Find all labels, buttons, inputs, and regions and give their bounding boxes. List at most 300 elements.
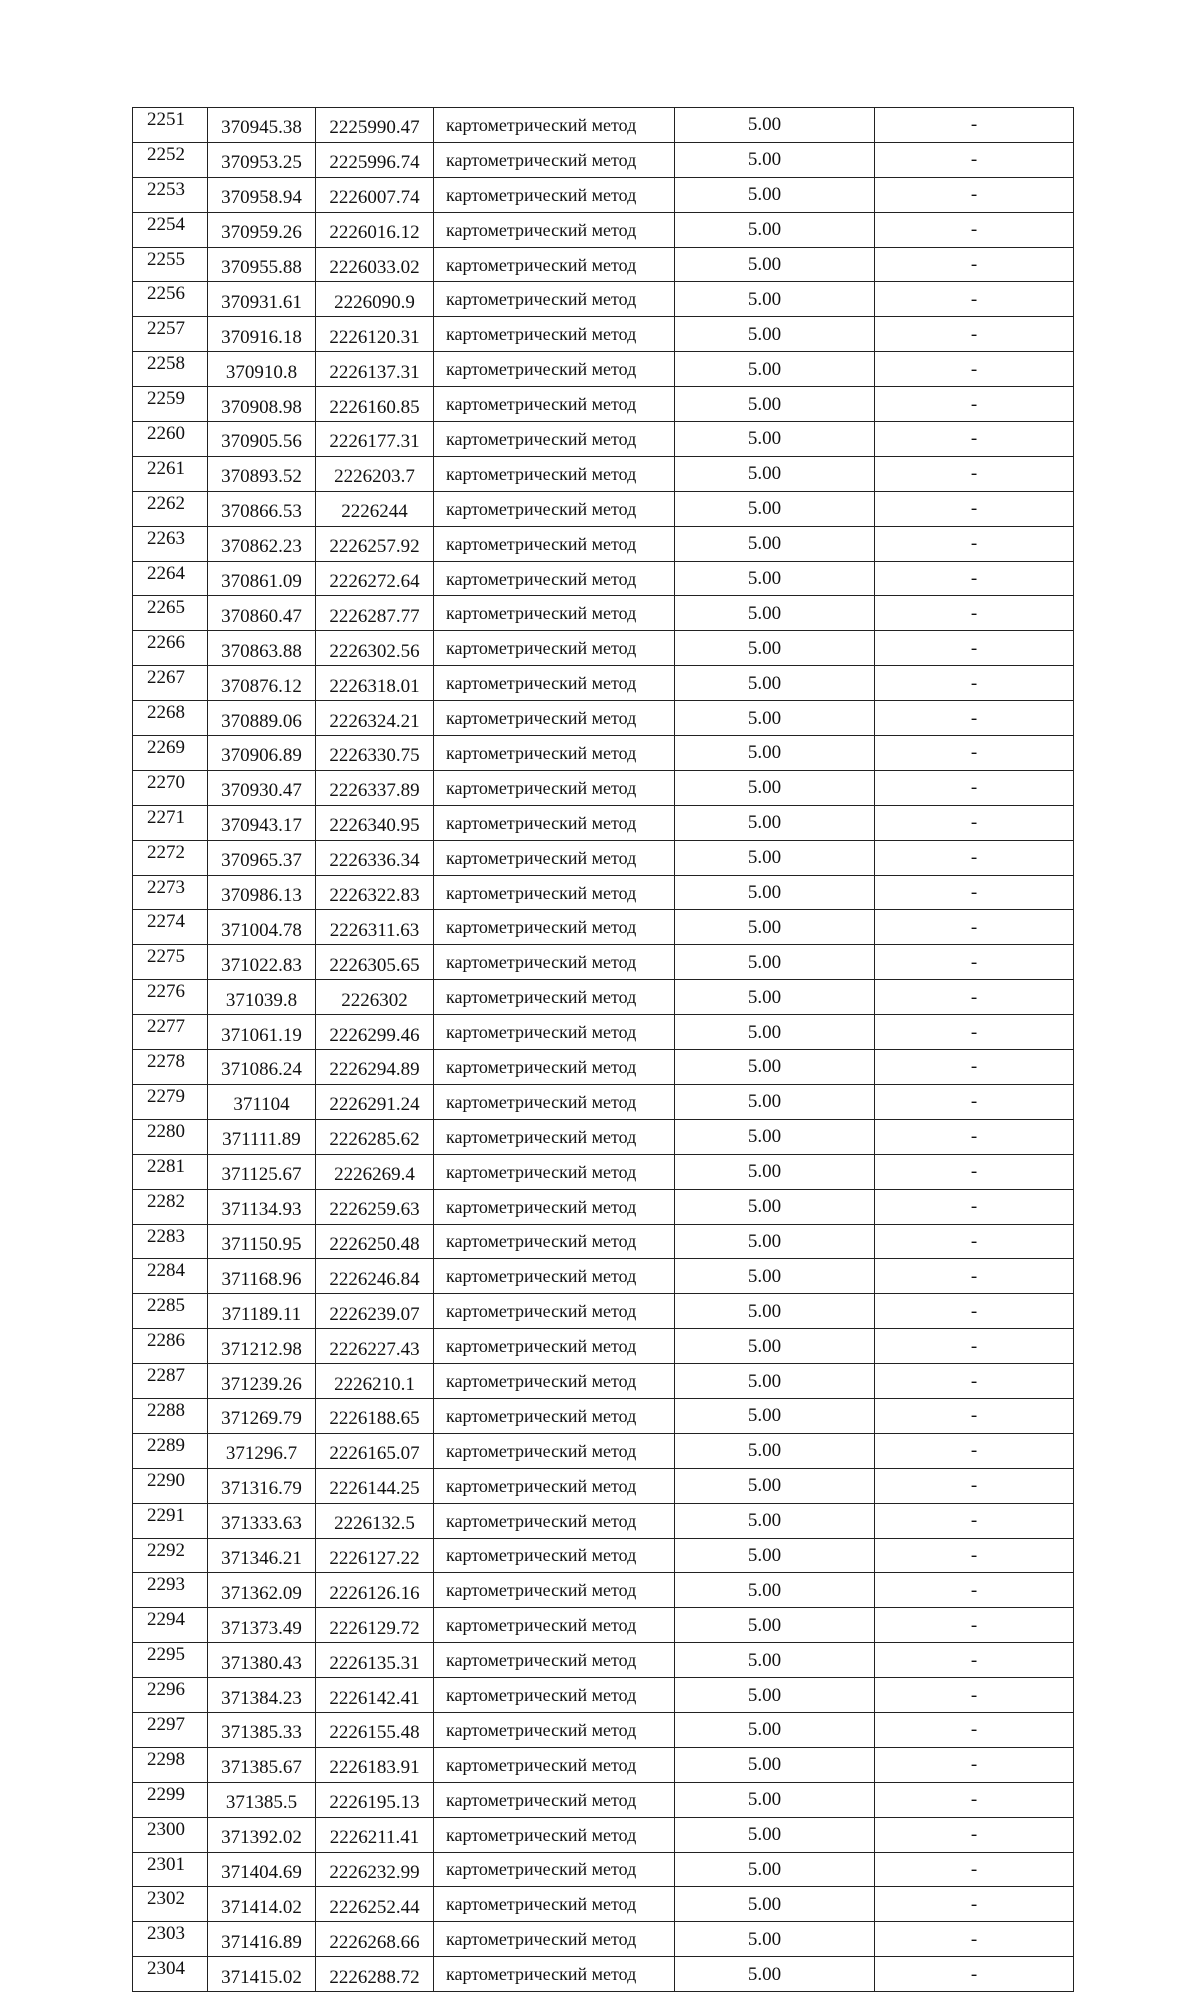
note-cell: -	[875, 1189, 1074, 1224]
point-number-cell: 2281	[133, 1154, 208, 1189]
table-row	[133, 1957, 1074, 1992]
x-coordinate-cell: 370863.88	[208, 631, 316, 666]
method-cell: картометрический метод	[434, 1015, 675, 1050]
y-coordinate-cell: 2226336.34	[316, 840, 434, 875]
accuracy-cell: 5.00	[675, 352, 875, 387]
note-cell: -	[875, 1259, 1074, 1294]
y-coordinate-cell: 2226210.1	[316, 1364, 434, 1399]
x-coordinate-cell: 370889.06	[208, 701, 316, 736]
point-number-cell: 2292	[133, 1538, 208, 1573]
table-row	[133, 317, 1074, 352]
accuracy-cell: 5.00	[675, 1747, 875, 1782]
table-row	[133, 1678, 1074, 1713]
table-row	[133, 1329, 1074, 1364]
y-coordinate-cell: 2226288.72	[316, 1957, 434, 1992]
x-coordinate-cell: 370958.94	[208, 177, 316, 212]
note-cell: -	[875, 805, 1074, 840]
y-coordinate-cell: 2226291.24	[316, 1084, 434, 1119]
y-coordinate-cell: 2226132.5	[316, 1503, 434, 1538]
x-coordinate-cell: 370910.8	[208, 352, 316, 387]
note-cell: -	[875, 1957, 1074, 1992]
table-row	[133, 666, 1074, 701]
x-coordinate-cell: 371316.79	[208, 1468, 316, 1503]
method-cell: картометрический метод	[434, 177, 675, 212]
method-cell: картометрический метод	[434, 1747, 675, 1782]
point-number-cell: 2279	[133, 1084, 208, 1119]
method-cell: картометрический метод	[434, 840, 675, 875]
method-cell: картометрический метод	[434, 456, 675, 491]
accuracy-cell: 5.00	[675, 1329, 875, 1364]
note-cell: -	[875, 1398, 1074, 1433]
note-cell: -	[875, 456, 1074, 491]
note-cell: -	[875, 631, 1074, 666]
table-row	[133, 1364, 1074, 1399]
table-row	[133, 596, 1074, 631]
point-number-cell: 2301	[133, 1852, 208, 1887]
table-row	[133, 1468, 1074, 1503]
note-cell: -	[875, 840, 1074, 875]
accuracy-cell: 5.00	[675, 1050, 875, 1085]
table-row	[133, 1887, 1074, 1922]
x-coordinate-cell: 370965.37	[208, 840, 316, 875]
accuracy-cell: 5.00	[675, 1643, 875, 1678]
accuracy-cell: 5.00	[675, 736, 875, 771]
y-coordinate-cell: 2226294.89	[316, 1050, 434, 1085]
accuracy-cell: 5.00	[675, 805, 875, 840]
accuracy-cell: 5.00	[675, 1398, 875, 1433]
point-number-cell: 2277	[133, 1015, 208, 1050]
table-row	[133, 1398, 1074, 1433]
point-number-cell: 2304	[133, 1957, 208, 1992]
note-cell: -	[875, 352, 1074, 387]
point-number-cell: 2287	[133, 1364, 208, 1399]
method-cell: картометрический метод	[434, 317, 675, 352]
x-coordinate-cell: 370943.17	[208, 805, 316, 840]
point-number-cell: 2294	[133, 1608, 208, 1643]
point-number-cell: 2282	[133, 1189, 208, 1224]
x-coordinate-cell: 370893.52	[208, 456, 316, 491]
note-cell: -	[875, 770, 1074, 805]
method-cell: картометрический метод	[434, 1608, 675, 1643]
point-number-cell: 2293	[133, 1573, 208, 1608]
table-row	[133, 805, 1074, 840]
accuracy-cell: 5.00	[675, 1294, 875, 1329]
point-number-cell: 2280	[133, 1119, 208, 1154]
table-row	[133, 1747, 1074, 1782]
point-number-cell: 2252	[133, 142, 208, 177]
table-row	[133, 1608, 1074, 1643]
table-row	[133, 456, 1074, 491]
accuracy-cell: 5.00	[675, 910, 875, 945]
accuracy-cell: 5.00	[675, 1887, 875, 1922]
table-row	[133, 1643, 1074, 1678]
x-coordinate-cell: 370955.88	[208, 247, 316, 282]
note-cell: -	[875, 1538, 1074, 1573]
point-number-cell: 2262	[133, 491, 208, 526]
x-coordinate-cell: 371373.49	[208, 1608, 316, 1643]
x-coordinate-cell: 371004.78	[208, 910, 316, 945]
method-cell: картометрический метод	[434, 596, 675, 631]
y-coordinate-cell: 2226337.89	[316, 770, 434, 805]
method-cell: картометрический метод	[434, 1050, 675, 1085]
y-coordinate-cell: 2226268.66	[316, 1922, 434, 1957]
accuracy-cell: 5.00	[675, 108, 875, 143]
point-number-cell: 2278	[133, 1050, 208, 1085]
y-coordinate-cell: 2225990.47	[316, 108, 434, 143]
x-coordinate-cell: 371384.23	[208, 1678, 316, 1713]
point-number-cell: 2270	[133, 770, 208, 805]
accuracy-cell: 5.00	[675, 1433, 875, 1468]
note-cell: -	[875, 1154, 1074, 1189]
note-cell: -	[875, 422, 1074, 457]
method-cell: картометрический метод	[434, 108, 675, 143]
note-cell: -	[875, 1224, 1074, 1259]
point-number-cell: 2255	[133, 247, 208, 282]
table-row	[133, 910, 1074, 945]
y-coordinate-cell: 2226250.48	[316, 1224, 434, 1259]
point-number-cell: 2263	[133, 526, 208, 561]
x-coordinate-cell: 371111.89	[208, 1119, 316, 1154]
accuracy-cell: 5.00	[675, 282, 875, 317]
accuracy-cell: 5.00	[675, 247, 875, 282]
table-row	[133, 1712, 1074, 1747]
table-row	[133, 945, 1074, 980]
x-coordinate-cell: 371415.02	[208, 1957, 316, 1992]
method-cell: картометрический метод	[434, 1433, 675, 1468]
accuracy-cell: 5.00	[675, 631, 875, 666]
y-coordinate-cell: 2226135.31	[316, 1643, 434, 1678]
accuracy-cell: 5.00	[675, 1015, 875, 1050]
table-row	[133, 1503, 1074, 1538]
x-coordinate-cell: 371296.7	[208, 1433, 316, 1468]
point-number-cell: 2254	[133, 212, 208, 247]
note-cell: -	[875, 282, 1074, 317]
x-coordinate-cell: 370906.89	[208, 736, 316, 771]
y-coordinate-cell: 2226305.65	[316, 945, 434, 980]
point-number-cell: 2291	[133, 1503, 208, 1538]
note-cell: -	[875, 108, 1074, 143]
x-coordinate-cell: 370945.38	[208, 108, 316, 143]
point-number-cell: 2303	[133, 1922, 208, 1957]
method-cell: картометрический метод	[434, 1643, 675, 1678]
method-cell: картометрический метод	[434, 352, 675, 387]
note-cell: -	[875, 1015, 1074, 1050]
point-number-cell: 2276	[133, 980, 208, 1015]
x-coordinate-cell: 371404.69	[208, 1852, 316, 1887]
point-number-cell: 2286	[133, 1329, 208, 1364]
point-number-cell: 2261	[133, 456, 208, 491]
y-coordinate-cell: 2226016.12	[316, 212, 434, 247]
y-coordinate-cell: 2226160.85	[316, 387, 434, 422]
note-cell: -	[875, 1084, 1074, 1119]
y-coordinate-cell: 2226239.07	[316, 1294, 434, 1329]
method-cell: картометрический метод	[434, 142, 675, 177]
accuracy-cell: 5.00	[675, 980, 875, 1015]
method-cell: картометрический метод	[434, 1503, 675, 1538]
y-coordinate-cell: 2226244	[316, 491, 434, 526]
y-coordinate-cell: 2226311.63	[316, 910, 434, 945]
note-cell: -	[875, 1782, 1074, 1817]
accuracy-cell: 5.00	[675, 596, 875, 631]
method-cell: картометрический метод	[434, 736, 675, 771]
note-cell: -	[875, 1468, 1074, 1503]
method-cell: картометрический метод	[434, 945, 675, 980]
accuracy-cell: 5.00	[675, 1224, 875, 1259]
note-cell: -	[875, 596, 1074, 631]
x-coordinate-cell: 370876.12	[208, 666, 316, 701]
x-coordinate-cell: 371189.11	[208, 1294, 316, 1329]
note-cell: -	[875, 317, 1074, 352]
method-cell: картометрический метод	[434, 1887, 675, 1922]
y-coordinate-cell: 2226188.65	[316, 1398, 434, 1433]
table-row	[133, 1084, 1074, 1119]
accuracy-cell: 5.00	[675, 1189, 875, 1224]
method-cell: картометрический метод	[434, 1957, 675, 1992]
method-cell: картометрический метод	[434, 1294, 675, 1329]
x-coordinate-cell: 371086.24	[208, 1050, 316, 1085]
note-cell: -	[875, 177, 1074, 212]
accuracy-cell: 5.00	[675, 142, 875, 177]
y-coordinate-cell: 2226155.48	[316, 1712, 434, 1747]
y-coordinate-cell: 2226257.92	[316, 526, 434, 561]
y-coordinate-cell: 2226129.72	[316, 1608, 434, 1643]
table-row	[133, 247, 1074, 282]
point-number-cell: 2268	[133, 701, 208, 736]
y-coordinate-cell: 2226126.16	[316, 1573, 434, 1608]
method-cell: картометрический метод	[434, 282, 675, 317]
method-cell: картометрический метод	[434, 526, 675, 561]
accuracy-cell: 5.00	[675, 387, 875, 422]
note-cell: -	[875, 212, 1074, 247]
y-coordinate-cell: 2226246.84	[316, 1259, 434, 1294]
table-row	[133, 1224, 1074, 1259]
note-cell: -	[875, 247, 1074, 282]
point-number-cell: 2258	[133, 352, 208, 387]
method-cell: картометрический метод	[434, 631, 675, 666]
y-coordinate-cell: 2226203.7	[316, 456, 434, 491]
x-coordinate-cell: 370905.56	[208, 422, 316, 457]
method-cell: картометрический метод	[434, 1468, 675, 1503]
accuracy-cell: 5.00	[675, 840, 875, 875]
method-cell: картометрический метод	[434, 1922, 675, 1957]
y-coordinate-cell: 2226211.41	[316, 1817, 434, 1852]
table-row	[133, 561, 1074, 596]
accuracy-cell: 5.00	[675, 1119, 875, 1154]
table-row	[133, 1922, 1074, 1957]
y-coordinate-cell: 2226232.99	[316, 1852, 434, 1887]
method-cell: картометрический метод	[434, 561, 675, 596]
accuracy-cell: 5.00	[675, 875, 875, 910]
note-cell: -	[875, 526, 1074, 561]
table-row	[133, 108, 1074, 143]
accuracy-cell: 5.00	[675, 1538, 875, 1573]
method-cell: картометрический метод	[434, 1712, 675, 1747]
x-coordinate-cell: 370953.25	[208, 142, 316, 177]
accuracy-cell: 5.00	[675, 422, 875, 457]
accuracy-cell: 5.00	[675, 526, 875, 561]
table-row	[133, 387, 1074, 422]
table-row	[133, 701, 1074, 736]
point-number-cell: 2269	[133, 736, 208, 771]
table-row	[133, 1154, 1074, 1189]
table-row	[133, 1189, 1074, 1224]
point-number-cell: 2257	[133, 317, 208, 352]
x-coordinate-cell: 371168.96	[208, 1259, 316, 1294]
method-cell: картометрический метод	[434, 805, 675, 840]
y-coordinate-cell: 2226272.64	[316, 561, 434, 596]
note-cell: -	[875, 387, 1074, 422]
point-number-cell: 2256	[133, 282, 208, 317]
note-cell: -	[875, 1503, 1074, 1538]
method-cell: картометрический метод	[434, 1329, 675, 1364]
table-row	[133, 631, 1074, 666]
table-row	[133, 1782, 1074, 1817]
table-row	[133, 212, 1074, 247]
point-number-cell: 2290	[133, 1468, 208, 1503]
note-cell: -	[875, 1294, 1074, 1329]
table-row	[133, 352, 1074, 387]
coordinates-table	[132, 107, 1074, 1992]
table-row	[133, 1573, 1074, 1608]
note-cell: -	[875, 1050, 1074, 1085]
x-coordinate-cell: 371333.63	[208, 1503, 316, 1538]
point-number-cell: 2274	[133, 910, 208, 945]
note-cell: -	[875, 1364, 1074, 1399]
method-cell: картометрический метод	[434, 980, 675, 1015]
y-coordinate-cell: 2226177.31	[316, 422, 434, 457]
x-coordinate-cell: 370861.09	[208, 561, 316, 596]
note-cell: -	[875, 1608, 1074, 1643]
method-cell: картометрический метод	[434, 1084, 675, 1119]
x-coordinate-cell: 371346.21	[208, 1538, 316, 1573]
method-cell: картометрический метод	[434, 875, 675, 910]
point-number-cell: 2273	[133, 875, 208, 910]
note-cell: -	[875, 1817, 1074, 1852]
point-number-cell: 2253	[133, 177, 208, 212]
y-coordinate-cell: 2226322.83	[316, 875, 434, 910]
method-cell: картометрический метод	[434, 1364, 675, 1399]
point-number-cell: 2272	[133, 840, 208, 875]
y-coordinate-cell: 2226269.4	[316, 1154, 434, 1189]
accuracy-cell: 5.00	[675, 1852, 875, 1887]
table-row	[133, 770, 1074, 805]
y-coordinate-cell: 2226252.44	[316, 1887, 434, 1922]
note-cell: -	[875, 1887, 1074, 1922]
table-row	[133, 980, 1074, 1015]
accuracy-cell: 5.00	[675, 317, 875, 352]
note-cell: -	[875, 1712, 1074, 1747]
point-number-cell: 2300	[133, 1817, 208, 1852]
x-coordinate-cell: 371269.79	[208, 1398, 316, 1433]
y-coordinate-cell: 2226318.01	[316, 666, 434, 701]
x-coordinate-cell: 371239.26	[208, 1364, 316, 1399]
x-coordinate-cell: 371104	[208, 1084, 316, 1119]
note-cell: -	[875, 1747, 1074, 1782]
x-coordinate-cell: 371392.02	[208, 1817, 316, 1852]
point-number-cell: 2251	[133, 108, 208, 143]
x-coordinate-cell: 370986.13	[208, 875, 316, 910]
table-row	[133, 1817, 1074, 1852]
method-cell: картометрический метод	[434, 666, 675, 701]
point-number-cell: 2265	[133, 596, 208, 631]
accuracy-cell: 5.00	[675, 1782, 875, 1817]
point-number-cell: 2288	[133, 1398, 208, 1433]
x-coordinate-cell: 371385.5	[208, 1782, 316, 1817]
note-cell: -	[875, 1678, 1074, 1713]
table-row	[133, 840, 1074, 875]
table-row	[133, 1119, 1074, 1154]
y-coordinate-cell: 2226285.62	[316, 1119, 434, 1154]
note-cell: -	[875, 980, 1074, 1015]
coordinates-table-body	[133, 108, 1074, 1992]
point-number-cell: 2299	[133, 1782, 208, 1817]
note-cell: -	[875, 945, 1074, 980]
x-coordinate-cell: 371362.09	[208, 1573, 316, 1608]
method-cell: картометрический метод	[434, 491, 675, 526]
table-row	[133, 1015, 1074, 1050]
table-row	[133, 422, 1074, 457]
accuracy-cell: 5.00	[675, 1957, 875, 1992]
note-cell: -	[875, 910, 1074, 945]
accuracy-cell: 5.00	[675, 212, 875, 247]
method-cell: картометрический метод	[434, 422, 675, 457]
y-coordinate-cell: 2226324.21	[316, 701, 434, 736]
note-cell: -	[875, 1573, 1074, 1608]
point-number-cell: 2275	[133, 945, 208, 980]
table-row	[133, 1294, 1074, 1329]
accuracy-cell: 5.00	[675, 1817, 875, 1852]
point-number-cell: 2259	[133, 387, 208, 422]
x-coordinate-cell: 370860.47	[208, 596, 316, 631]
accuracy-cell: 5.00	[675, 1364, 875, 1399]
x-coordinate-cell: 371385.67	[208, 1747, 316, 1782]
table-row	[133, 1433, 1074, 1468]
method-cell: картометрический метод	[434, 1259, 675, 1294]
accuracy-cell: 5.00	[675, 1084, 875, 1119]
x-coordinate-cell: 370916.18	[208, 317, 316, 352]
y-coordinate-cell: 2226330.75	[316, 736, 434, 771]
table-row	[133, 491, 1074, 526]
note-cell: -	[875, 491, 1074, 526]
accuracy-cell: 5.00	[675, 1573, 875, 1608]
method-cell: картометрический метод	[434, 387, 675, 422]
point-number-cell: 2302	[133, 1887, 208, 1922]
y-coordinate-cell: 2226120.31	[316, 317, 434, 352]
x-coordinate-cell: 371039.8	[208, 980, 316, 1015]
table-row	[133, 1050, 1074, 1085]
x-coordinate-cell: 370862.23	[208, 526, 316, 561]
x-coordinate-cell: 371212.98	[208, 1329, 316, 1364]
note-cell: -	[875, 1433, 1074, 1468]
method-cell: картометрический метод	[434, 1398, 675, 1433]
accuracy-cell: 5.00	[675, 1468, 875, 1503]
y-coordinate-cell: 2225996.74	[316, 142, 434, 177]
x-coordinate-cell: 371022.83	[208, 945, 316, 980]
y-coordinate-cell: 2226144.25	[316, 1468, 434, 1503]
x-coordinate-cell: 371150.95	[208, 1224, 316, 1259]
method-cell: картометрический метод	[434, 247, 675, 282]
x-coordinate-cell: 371380.43	[208, 1643, 316, 1678]
note-cell: -	[875, 666, 1074, 701]
accuracy-cell: 5.00	[675, 770, 875, 805]
table-row	[133, 526, 1074, 561]
point-number-cell: 2267	[133, 666, 208, 701]
x-coordinate-cell: 370930.47	[208, 770, 316, 805]
x-coordinate-cell: 371061.19	[208, 1015, 316, 1050]
y-coordinate-cell: 2226287.77	[316, 596, 434, 631]
accuracy-cell: 5.00	[675, 1678, 875, 1713]
table-row	[133, 177, 1074, 212]
